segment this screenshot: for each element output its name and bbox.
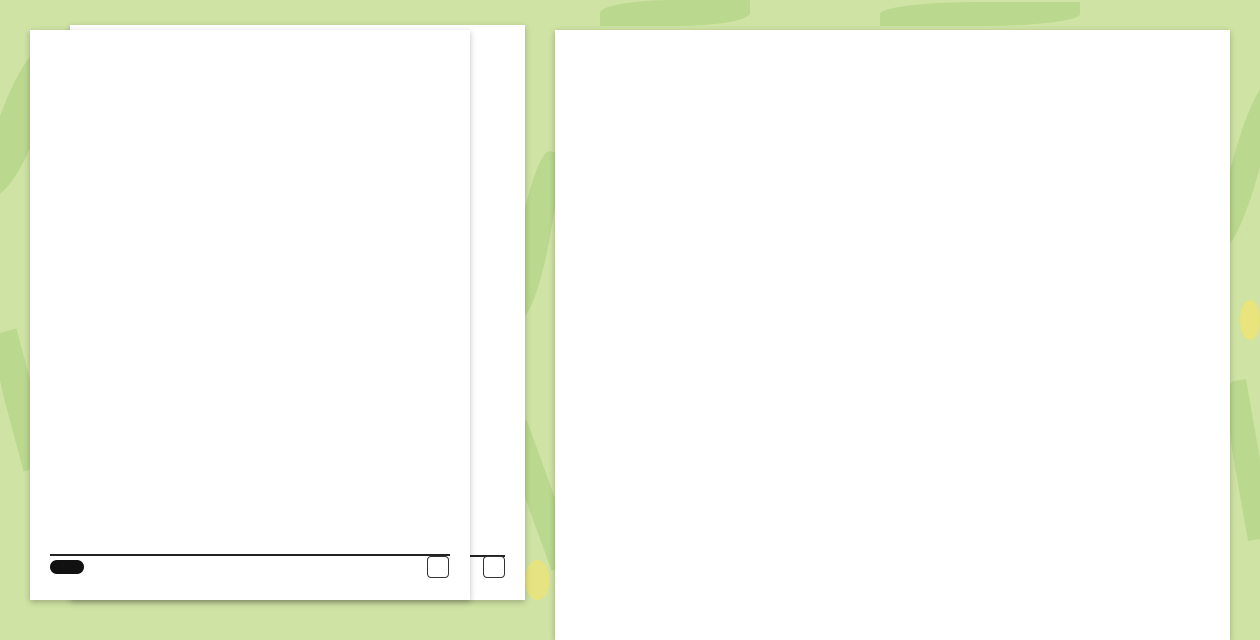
footer-badge-icon [427,556,449,578]
twinkl-logo [50,560,84,574]
footer-line [50,554,450,556]
answer-key-page [30,30,470,600]
back-footer-badge-icon [483,556,505,578]
worksheet-page [555,30,1230,640]
coordinate-grid [555,30,1230,640]
floral-border-top [30,30,470,110]
